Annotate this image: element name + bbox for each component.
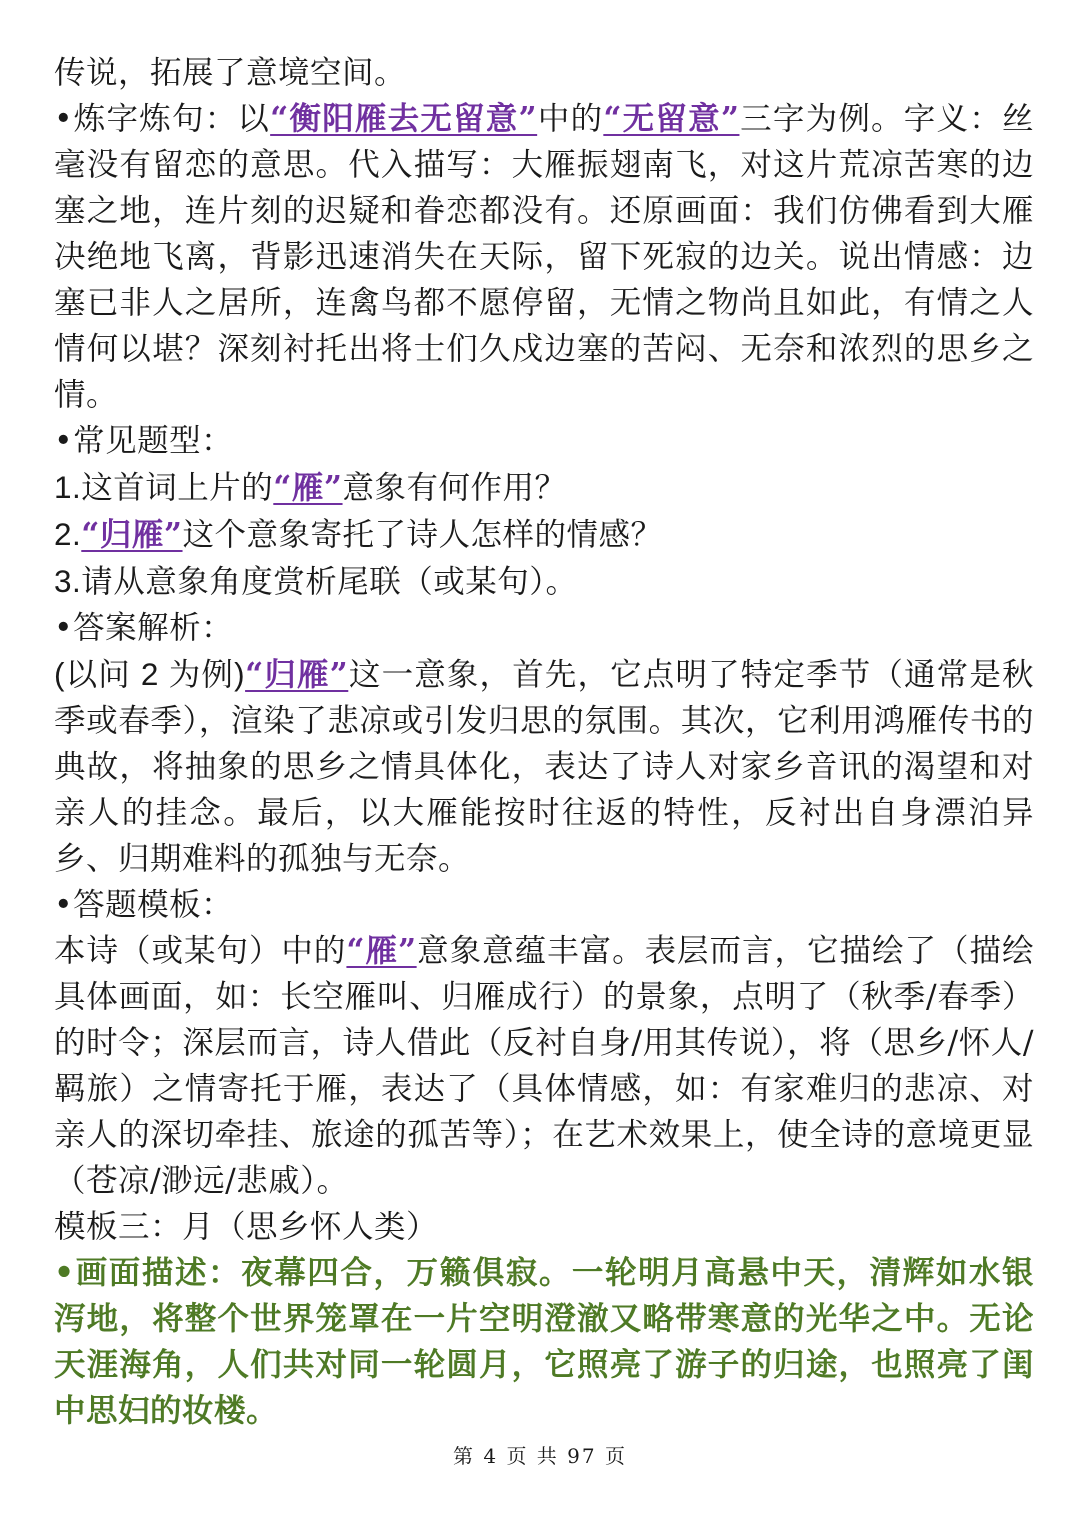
question-2 — [54, 511, 1034, 558]
heading-text: •答案解析： — [54, 610, 234, 646]
heading-text: •常见题型： — [54, 423, 234, 459]
connector-text: 中的 — [537, 101, 604, 137]
highlight-guiyan: “归雁” — [81, 516, 183, 553]
paragraph-intro — [54, 50, 1034, 96]
heading-answer-analysis — [54, 605, 1034, 651]
heading-answer-template — [54, 882, 1034, 928]
question-text: 这个意象寄托了诗人怎样的情感？ — [182, 517, 663, 553]
question-text: 这首词上片的 — [81, 470, 274, 506]
question-number: 3. — [54, 563, 82, 599]
question-number: 1. — [54, 469, 82, 505]
section-title-moon — [54, 1204, 1034, 1250]
template-lead: 本诗（或某句）中的 — [54, 933, 347, 969]
paragraph-word-refining — [54, 96, 1034, 418]
intro-text: 传说，拓展了意境空间。 — [54, 55, 407, 91]
paragraph-answer — [54, 651, 1034, 882]
heading-common-question-types — [54, 418, 1034, 464]
bullet-lead: •炼字炼句：以 — [54, 101, 271, 137]
highlight-guiyan: “归雁” — [245, 656, 349, 693]
heading-text: •答题模板： — [54, 887, 234, 923]
question-text: 意象有何作用？ — [342, 470, 567, 506]
paragraph-body: 意象意蕴丰富。表层而言，它描绘了（描绘具体画面，如：长空雁叫、归雁成行）的景象，点明了（秋季/春季）的时令；深层而言，诗人借此（反衬自身/用其传说），将（思乡/怀人/羁旅）之情寄托于雁，表达了（具体情感，如：有家难归的悲凉、对亲人的深切牵挂、旅途的孤苦等）；在艺术效果上，使全诗的意境更显（苍凉/渺远/悲戚）。 — [54, 933, 1034, 1199]
scene-description-text: •画面描述：夜幕四合，万籁俱寂。一轮明月高悬中天，清辉如水银泻地，将整个世界笼罩在一片空明澄澈又略带寒意的光华之中。无论天涯海角，人们共对同一轮圆月，它照亮了游子的归途，也照亮了闺中思妇的妆楼。 — [54, 1254, 1034, 1429]
highlight-yan: “雁” — [273, 469, 343, 506]
question-1 — [54, 464, 1034, 511]
paragraph-scene-description — [54, 1250, 1034, 1434]
highlight-yan: “雁” — [346, 932, 417, 969]
question-3 — [54, 558, 1034, 605]
document-body — [54, 50, 1034, 1434]
paragraph-body: 三字为例。字义：丝毫没有留恋的意思。代入描写：大雁振翅南飞，对这片荒凉苦寒的边塞之地，连片刻的迟疑和眷恋都没有。还原画面：我们仿佛看到大雁决绝地飞离，背影迅速消失在天际，留下死寂的边关。说出情感：边塞已非人之居所，连禽鸟都不愿停留，无情之物尚且如此，有情之人情何以堪？深刻衬托出将士们久戍边塞的苦闷、无奈和浓烈的思乡之情。 — [54, 101, 1034, 413]
page-footer: 第 4 页 共 97 页 — [453, 1444, 627, 1468]
paragraph-template — [54, 928, 1034, 1204]
paragraph-body: 这一意象，首先，它点明了特定季节（通常是秋季或春季），渲染了悲凉或引发归思的氛围。其次，它利用鸿雁传书的典故，将抽象的思乡之情具体化，表达了诗人对家乡音讯的渴望和对亲人的挂念。最后，以大雁能按时往返的特性，反衬出自身漂泊异乡、归期难料的孤独与无奈。 — [54, 657, 1034, 877]
question-number: 2. — [54, 516, 82, 552]
answer-prefix: (以问 2 为例) — [54, 656, 246, 692]
section-title-text: 模板三：月（思乡怀人类） — [54, 1209, 439, 1245]
question-text: 请从意象角度赏析尾联（或某句）。 — [81, 564, 578, 600]
highlight-quote-hengyang: “衡阳雁去无留意” — [270, 100, 538, 137]
highlight-quote-wuliuyi: “无留意” — [603, 100, 740, 137]
